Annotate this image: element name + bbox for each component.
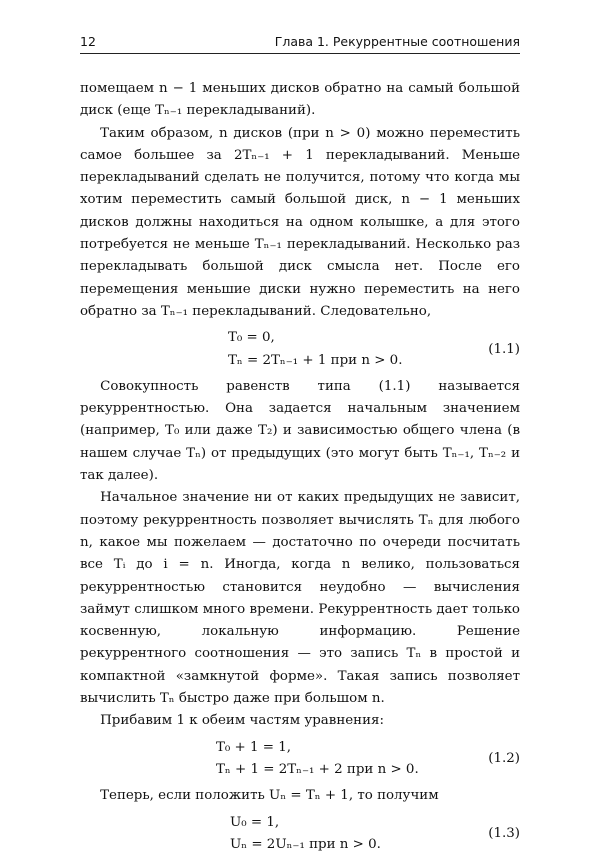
paragraph-6: Теперь, если положить Uₙ = Tₙ + 1, то получим: [100, 788, 439, 804]
page-number: 12: [80, 34, 96, 49]
header-rule: [80, 53, 520, 54]
equation-line: T₀ = 0,: [228, 330, 275, 346]
running-title: Глава 1. Рекуррентные соотношения: [274, 34, 520, 49]
equation-number: (1.3): [488, 825, 520, 841]
equation-line: Uₙ = 2Uₙ₋₁ при n > 0.: [230, 836, 381, 852]
equation-1-3: [80, 812, 520, 857]
paragraph-3: Совокупность равенств типа (1.1) называется рекуррентностью. Она задается начальным значением (например, T₀ или даже T₂) и зависимостью общего члена (в нашем случае Tₙ) от предыдущих (это могут быть Tₙ₋₁, Tₙ₋₂ и так далее).: [80, 378, 520, 484]
equation-number: (1.1): [488, 341, 520, 357]
paragraph-2: Таким образом, n дисков (при n > 0) можно переместить самое большее за 2Tₙ₋₁ + 1 перекладываний. Меньше перекладываний сделать не получится, потому что когда мы хотим переместить самый большой диск, n − 1 меньших дисков должны находиться на одном колышке, а для этого потребуется не меньше Tₙ₋₁ перекладываний. Несколько раз перекладывать большой диск смысла нет. После его перемещения меньшие диски нужно переместить на него обратно за Tₙ₋₁ перекладываний. Следовательно,: [80, 125, 520, 319]
equation-line: Tₙ + 1 = 2Tₙ₋₁ + 2 при n > 0.: [216, 761, 419, 777]
paragraph-1: помещаем n − 1 меньших дисков обратно на самый большой диск (еще Tₙ₋₁ перекладываний).: [80, 81, 520, 119]
equation-line: Tₙ = 2Tₙ₋₁ + 1 при n > 0.: [228, 352, 403, 368]
equation-line: T₀ + 1 = 1,: [216, 739, 292, 755]
equation-number: (1.2): [488, 750, 520, 766]
equation-line: U₀ = 1,: [230, 814, 280, 830]
equation-1-1: [80, 327, 520, 372]
equation-1-2: [80, 737, 520, 782]
paragraph-5: Прибавим 1 к обеим частям уравнения:: [100, 713, 384, 729]
paragraph-4: Начальное значение ни от каких предыдущих не зависит, поэтому рекуррентность позволяет вычислять Tₙ для любого n, какое мы пожелаем — достаточно по очереди посчитать все Tᵢ до i = n. Иногда, когда n велико, пользоваться рекуррентностью становится неудобно — вычисления займут слишком много времени. Рекуррентность дает только косвенную, локальную информацию. Решение рекуррентного соотношения — это запись Tₙ в простой и компактной «замкнутой форме». Такая запись позволяет вычислить Tₙ быстро даже при большом n.: [80, 490, 520, 707]
page-header: [80, 34, 520, 54]
page-body: [80, 78, 520, 860]
